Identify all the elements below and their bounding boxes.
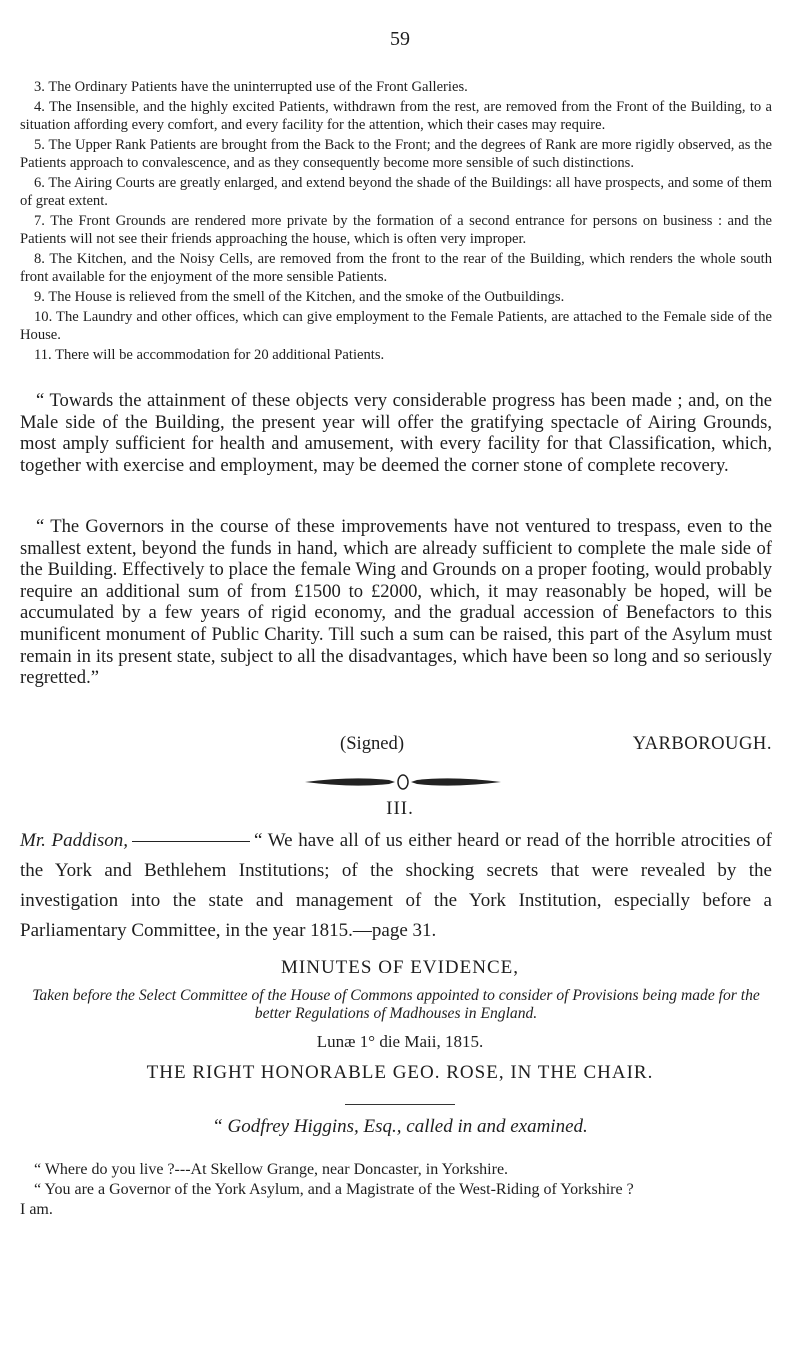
dash-rule xyxy=(132,841,250,842)
signed-label: (Signed) xyxy=(340,733,405,754)
quote-paragraph-2: “ The Governors in the course of these improvements have not ventured to trespass, even to the smallest extent, beyond the funds in hand, which are already sufficient to complete the male side of the Building. Effectively to place the female Wing and Grounds on a proper footing, would probably require an additional sum of from £1500 to £2000, which, it may reasonably be hoped, will be accumulated by a few years of rigid economy, and the gradual accession of Benefactors to this munificent monument of Public Charity. Till such a sum can be raised, this part of the Asylum must remain in its present state, subject to all the disadvantages, which have been so long and so seriously regretted.” xyxy=(20,516,772,689)
list-item: 9. The House is relieved from the smell of the Kitchen, and the smoke of the Outbuildings. xyxy=(34,289,565,305)
list-item: 10. The Laundry and other offices, which can give employment to the Female Patients, are attached to the Female side of the House. xyxy=(20,309,772,343)
date-line: Lunæ 1° die Maii, 1815. xyxy=(316,1032,484,1051)
list-item: 8. The Kitchen, and the Noisy Cells, are removed from the front to the rear of the Building, which renders the whole south front available for the enjoyment of the more sensible Patients. xyxy=(20,251,772,285)
list-item: 7. The Front Grounds are rendered more private by the formation of a second entrance for persons on business : and the Patients will not see their friends approaching the house, which is often very improper. xyxy=(20,213,772,247)
qa-line: I am. xyxy=(20,1201,53,1218)
list-item: 4. The Insensible, and the highly excited Patients, withdrawn from the rest, are removed from the Front of the Building, to a situation affording every comfort, and every facility for the attention, which their cases may require. xyxy=(20,99,772,133)
ornament-divider-icon xyxy=(303,771,503,793)
list-item: 3. The Ordinary Patients have the uninterrupted use of the Front Galleries. xyxy=(34,79,468,95)
taken-before-line: Taken before the Select Committee of the House of Commons appointed to consider of Provisions being made for the better Regulations of Madhouses in England. xyxy=(32,987,760,1022)
section-paragraph xyxy=(20,826,772,946)
speaker-name: Mr. Paddison, xyxy=(20,830,129,851)
chair-line: THE RIGHT HONORABLE GEO. ROSE, IN THE CHAIR. xyxy=(146,1062,654,1083)
minutes-heading: MINUTES OF EVIDENCE, xyxy=(281,957,519,978)
section-number: III. xyxy=(386,798,414,819)
list-item: 5. The Upper Rank Patients are brought from the Back to the Front; and the degrees of Rank are more rigidly observed, as the Patients approach to convalescence, and as they consequently become more sensible of such distinctions. xyxy=(20,137,772,171)
signed-name: YARBOROUGH. xyxy=(632,733,772,754)
numbered-list xyxy=(20,78,772,366)
page-number: 59 xyxy=(390,28,410,50)
list-item: 6. The Airing Courts are greatly enlarged, and extend beyond the shade of the Buildings: all have prospects, and some of them of great extent. xyxy=(20,175,772,209)
divider-rule xyxy=(345,1104,455,1105)
quote-paragraph-1: “ Towards the attainment of these objects very considerable progress has been made ; and, on the Male side of the Building, the present year will offer the gratifying spectacle of Airing Grounds, most amply sufficient for health and amusement, with every facility for that Classification, which, together with exercise and employment, may be deemed the corner stone of complete recovery. xyxy=(20,390,772,476)
question-answer-block xyxy=(20,1160,800,1220)
qa-line: “ Where do you live ?---At Skellow Grange, near Doncaster, in Yorkshire. xyxy=(34,1161,509,1178)
section-text: “ We have all of us either heard or read of the horrible atrocities of the York and Bethlehem Institutions; of the shocking secrets that were revealed by the investigation into the state and management of the York Institution, especially before a Parliamentary Committee, in the year 1815.—page 31. xyxy=(20,830,772,941)
qa-line: “ You are a Governor of the York Asylum, and a Magistrate of the West-Riding of Yorkshire ? xyxy=(34,1181,634,1198)
witness-line: “ Godfrey Higgins, Esq., called in and examined. xyxy=(212,1116,588,1137)
list-item: 11. There will be accommodation for 20 additional Patients. xyxy=(34,347,385,363)
